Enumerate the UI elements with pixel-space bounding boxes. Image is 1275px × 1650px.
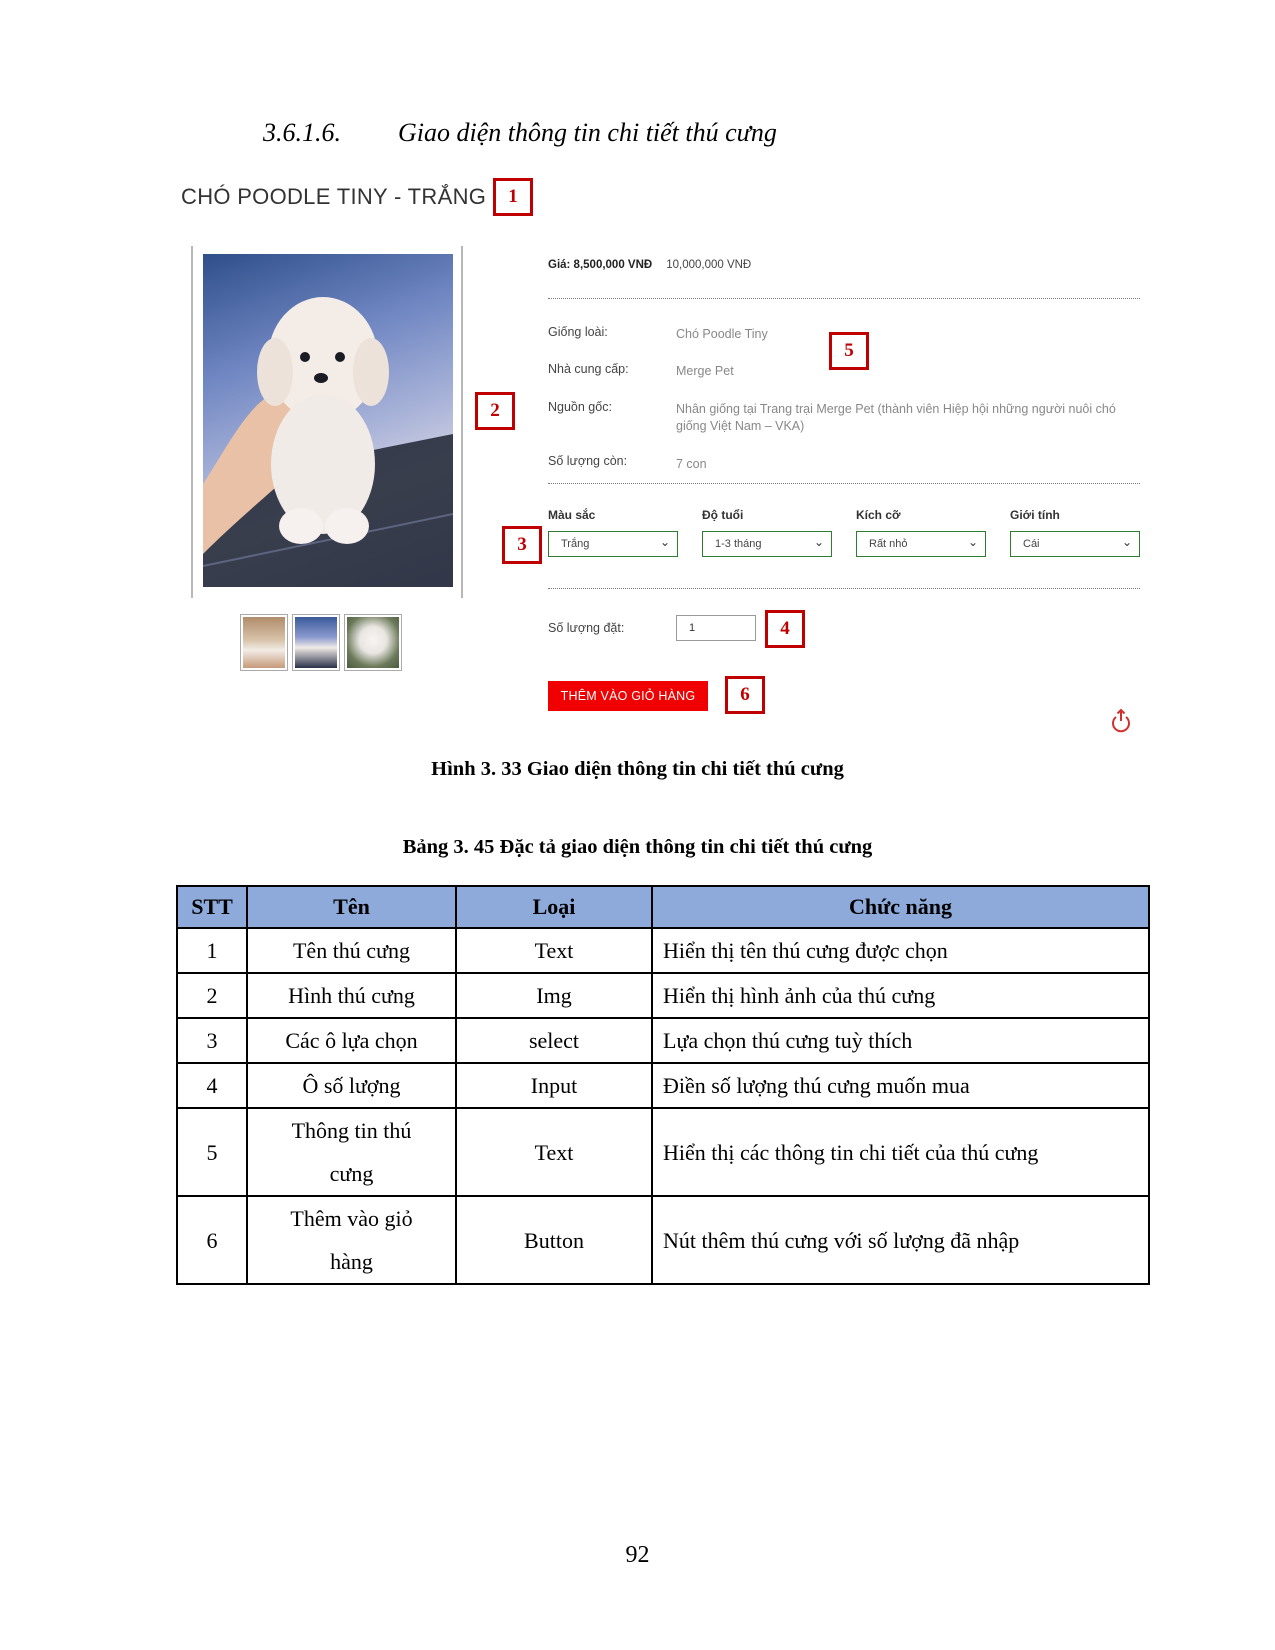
info-label-breed: Giống loài: — [548, 325, 608, 339]
size-select[interactable] — [856, 531, 986, 557]
cell-type: Text — [456, 1108, 652, 1196]
header-type: Loại — [456, 886, 652, 928]
cell-name: Tên thú cưng — [247, 928, 456, 973]
spec-table — [176, 885, 1150, 1285]
cell-type: Input — [456, 1063, 652, 1108]
pet-main-image[interactable] — [203, 254, 453, 587]
cell-type: Button — [456, 1196, 652, 1284]
cell-name: Các ô lựa chọn — [247, 1018, 456, 1063]
divider — [548, 298, 1140, 299]
page-number: 92 — [625, 1542, 650, 1568]
cell-function: Hiển thị tên thú cưng được chọn — [652, 928, 1149, 973]
info-value-origin: Nhân giống tại Trang trại Merge Pet (thành viên Hiệp hội những người nuôi chó giống Việt Nam – VKA) — [676, 402, 1116, 433]
thumbnail-image-icon — [347, 617, 399, 668]
price-row — [548, 259, 751, 271]
info-label-origin: Nguồn gốc: — [548, 400, 612, 414]
cell-function: Lựa chọn thú cưng tuỳ thích — [652, 1018, 1149, 1063]
chevron-down-icon: ⌄ — [967, 535, 978, 549]
cell-stt: 5 — [177, 1108, 247, 1196]
cell-stt: 1 — [177, 928, 247, 973]
poodle-photo-icon — [203, 254, 453, 587]
cell-type: Text — [456, 928, 652, 973]
cell-name: Hình thú cưng — [247, 973, 456, 1018]
cell-stt: 2 — [177, 973, 247, 1018]
cell-function: Điền số lượng thú cưng muốn mua — [652, 1063, 1149, 1108]
chevron-down-icon: ⌄ — [1121, 535, 1132, 549]
header-stt: STT — [177, 886, 247, 928]
section-number: 3.6.1.6. — [263, 118, 341, 147]
annotation-marker-4: 4 — [765, 610, 805, 648]
color-select[interactable] — [548, 531, 678, 557]
table-row — [177, 1108, 1149, 1196]
table-row — [177, 928, 1149, 973]
annotation-marker-1: 1 — [493, 178, 533, 216]
thumbnail-image-icon — [295, 617, 337, 668]
table-row — [177, 1018, 1149, 1063]
chevron-down-icon: ⌄ — [659, 535, 670, 549]
info-value-breed: Chó Poodle Tiny — [676, 327, 768, 341]
section-title: Giao diện thông tin chi tiết thú cưng — [398, 118, 777, 147]
cell-name: Thêm vào giỏ hàng — [247, 1196, 456, 1284]
cell-name: Ô số lượng — [247, 1063, 456, 1108]
cell-stt: 6 — [177, 1196, 247, 1284]
age-select-value: 1-3 tháng — [715, 538, 762, 550]
thumbnail-strip — [240, 614, 402, 671]
thumbnail-3[interactable] — [344, 614, 402, 671]
annotation-marker-2: 2 — [475, 392, 515, 430]
table-row — [177, 973, 1149, 1018]
color-select-value: Trắng — [561, 538, 590, 550]
cell-name: Thông tin thú cưng — [247, 1108, 456, 1196]
section-heading — [263, 118, 777, 148]
cell-function: Hiển thị hình ảnh của thú cưng — [652, 973, 1149, 1018]
info-label-supplier: Nhà cung cấp: — [548, 362, 629, 376]
annotation-marker-5: 5 — [829, 332, 869, 370]
table-caption: Bảng 3. 45 Đặc tả giao diện thông tin chi tiết thú cưng — [402, 836, 873, 858]
thumbnail-1[interactable] — [240, 614, 288, 671]
cell-type: select — [456, 1018, 652, 1063]
select-label-size: Kích cỡ — [856, 508, 901, 522]
info-value-stock: 7 con — [676, 457, 707, 471]
divider — [548, 483, 1140, 484]
info-label-stock: Số lượng còn: — [548, 454, 628, 468]
cell-type: Img — [456, 973, 652, 1018]
annotation-marker-6: 6 — [725, 676, 765, 714]
table-header-row — [177, 886, 1149, 928]
old-price: 10,000,000 VNĐ — [666, 259, 752, 271]
pet-title: CHÓ POODLE TINY - TRẮNG — [181, 184, 487, 209]
quantity-input[interactable]: 1 — [676, 615, 756, 641]
table-row — [177, 1196, 1149, 1284]
add-to-cart-button[interactable]: THÊM VÀO GIỎ HÀNG — [548, 681, 708, 711]
quantity-label: Số lượng đặt: — [548, 621, 625, 635]
gender-select-value: Cái — [1023, 538, 1040, 550]
size-select-value: Rất nhỏ — [869, 538, 908, 550]
thumbnail-2[interactable] — [292, 614, 340, 671]
cell-stt: 3 — [177, 1018, 247, 1063]
divider — [548, 588, 1140, 589]
select-label-gender: Giới tính — [1010, 508, 1060, 522]
age-select[interactable] — [702, 531, 832, 557]
annotation-marker-3: 3 — [502, 526, 542, 564]
chevron-down-icon: ⌄ — [813, 535, 824, 549]
current-price: Giá: 8,500,000 VNĐ — [548, 259, 653, 271]
header-name: Tên — [247, 886, 456, 928]
share-icon[interactable] — [1108, 707, 1134, 733]
select-label-color: Màu sắc — [548, 508, 596, 522]
main-image-frame — [191, 246, 463, 598]
select-label-age: Độ tuổi — [702, 508, 744, 522]
cell-function: Hiển thị các thông tin chi tiết của thú cưng — [652, 1108, 1149, 1196]
cell-stt: 4 — [177, 1063, 247, 1108]
cell-function: Nút thêm thú cưng với số lượng đã nhập — [652, 1196, 1149, 1284]
figure-caption: Hình 3. 33 Giao diện thông tin chi tiết thú cưng — [431, 758, 844, 780]
table-row — [177, 1063, 1149, 1108]
header-function: Chức năng — [652, 886, 1149, 928]
thumbnail-image-icon — [243, 617, 285, 668]
gender-select[interactable] — [1010, 531, 1140, 557]
info-value-supplier: Merge Pet — [676, 364, 734, 378]
